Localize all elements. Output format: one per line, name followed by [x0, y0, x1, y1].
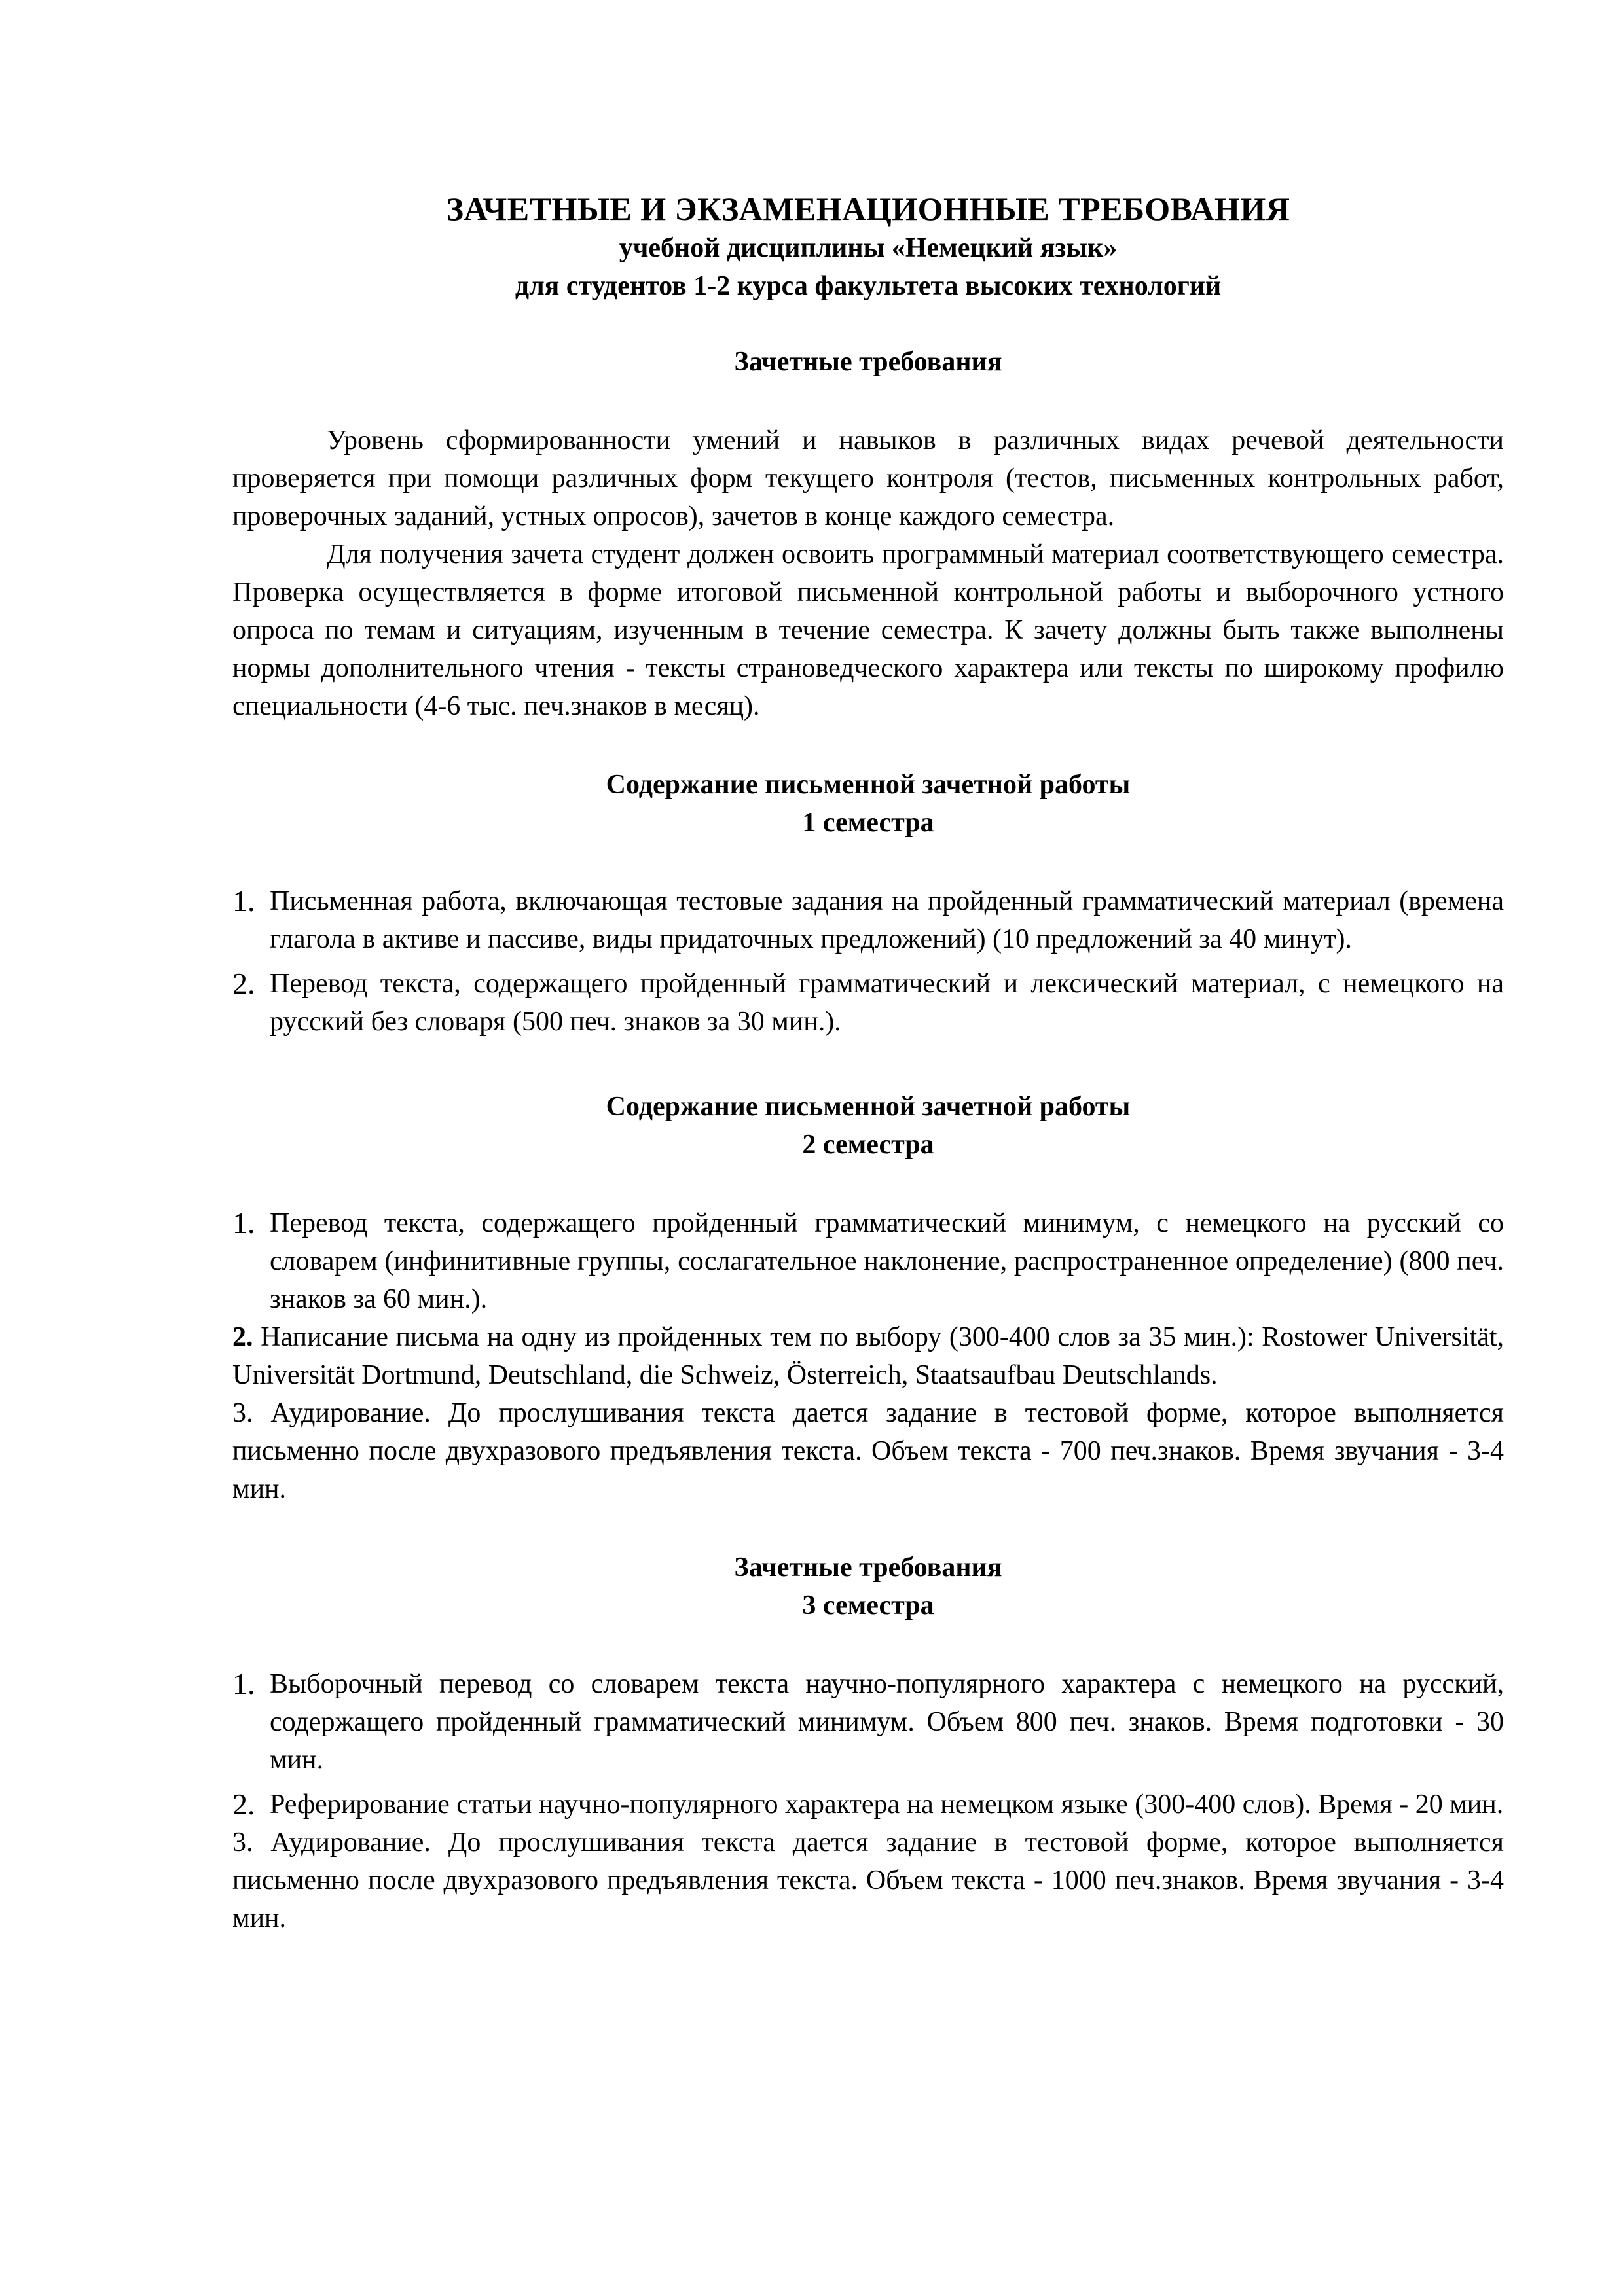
sem1-list	[232, 882, 1504, 1041]
sem1-heading-semester: 1 семестра	[802, 808, 934, 838]
sem3-list	[232, 1665, 1504, 1823]
list-item	[232, 965, 1504, 1041]
intro-paragraph-1: Уровень сформированности умений и навыков в различных видах речевой деятельности проверяется при помощи различных форм текущего контроля (тестов, письменных контрольных работ, проверочных заданий, устных опросов), зачетов в конце каждого семестра.	[232, 425, 1504, 531]
list-item-text: Реферирование статьи научно-популярного характера на немецком языке (300-400 слов). Время - 20 мин.	[270, 1789, 1504, 1820]
list-item-number: 1.	[232, 884, 255, 918]
list-item-number: 2.	[232, 1322, 253, 1352]
sem1-heading: Содержание письменной зачетной работы	[606, 770, 1131, 800]
list-item	[232, 882, 1504, 958]
list-item-number: 2.	[232, 967, 255, 1000]
sem3-item-3: 3. Аудирование. До прослушивания текста дается задание в тестовой форме, которое выполняется письменно после двухразового предъявления текста. Объем текста - 1000 печ.знаков. Время звучания - 3-4 мин.	[232, 1827, 1504, 1933]
sem2-list	[232, 1204, 1504, 1318]
list-item	[232, 1665, 1504, 1779]
list-item	[232, 1204, 1504, 1318]
list-item-number: 2.	[232, 1787, 255, 1821]
sem3-heading: Зачетные требования	[734, 1552, 1002, 1583]
sem3-heading-semester: 3 семестра	[802, 1590, 934, 1621]
sem2-heading: Содержание письменной зачетной работы	[606, 1092, 1131, 1122]
list-item-text: Письменная работа, включающая тестовые задания на пройденный грамматический материал (времена глагола в активе и пассиве, виды придаточных предложений) (10 предложений за 40 минут).	[270, 886, 1504, 954]
sem2-item-3: 3. Аудирование. До прослушивания текста дается задание в тестовой форме, которое выполняется письменно после двухразового предъявления текста. Объем текста - 700 печ.знаков. Время звучания - 3-4 мин.	[232, 1398, 1504, 1504]
sem2-heading-semester: 2 семестра	[802, 1130, 934, 1160]
document-page	[232, 188, 1504, 1937]
sem2-item-2	[232, 1318, 1504, 1394]
document-title: ЗАЧЕТНЫЕ И ЭКЗАМЕНАЦИОННЫЕ ТРЕБОВАНИЯ	[446, 190, 1290, 227]
intro-paragraph-2: Для получения зачета студент должен освоить программный материал соответствующего семестра. Проверка осуществляется в форме итоговой письменной контрольной работы и выборочного устного опроса по темам и ситуациям, изученным в течение семестра. К зачету должны быть также выполнены нормы дополнительного чтения - тексты страноведческого характера или тексты по широкому профилю специальности (4-6 тыс. печ.знаков в месяц).	[232, 539, 1504, 721]
list-item-text: Написание письма на одну из пройденных тем по выбору (300-400 слов за 35 мин.): Rostower Universität, Universität Dortmund, Deutschland, die Schweiz, Österreich, Staatsaufbau Deutschlands.	[232, 1322, 1504, 1390]
list-item	[232, 1785, 1504, 1823]
list-item-number: 1.	[232, 1206, 255, 1240]
intro-heading: Зачетные требования	[734, 347, 1002, 377]
discipline-subtitle: учебной дисциплины «Немецкий язык»	[619, 233, 1118, 263]
list-item-text: Выборочный перевод со словарем текста научно-популярного характера с немецкого на русский, содержащего пройденный грамматический минимум. Объем 800 печ. знаков. Время подготовки - 30 мин.	[270, 1669, 1504, 1775]
audience-subtitle: для студентов 1-2 курса факультета высоких технологий	[515, 271, 1222, 301]
list-item-number: 1.	[232, 1667, 255, 1700]
list-item-text: Перевод текста, содержащего пройденный грамматический и лексический материал, с немецкого на русский без словаря (500 печ. знаков за 30 мин.).	[270, 969, 1504, 1037]
list-item-text: Перевод текста, содержащего пройденный грамматический минимум, с немецкого на русский со словарем (инфинитивные группы, сослагательное наклонение, распространенное определение) (800 печ. знаков за 60 мин.).	[270, 1208, 1504, 1314]
